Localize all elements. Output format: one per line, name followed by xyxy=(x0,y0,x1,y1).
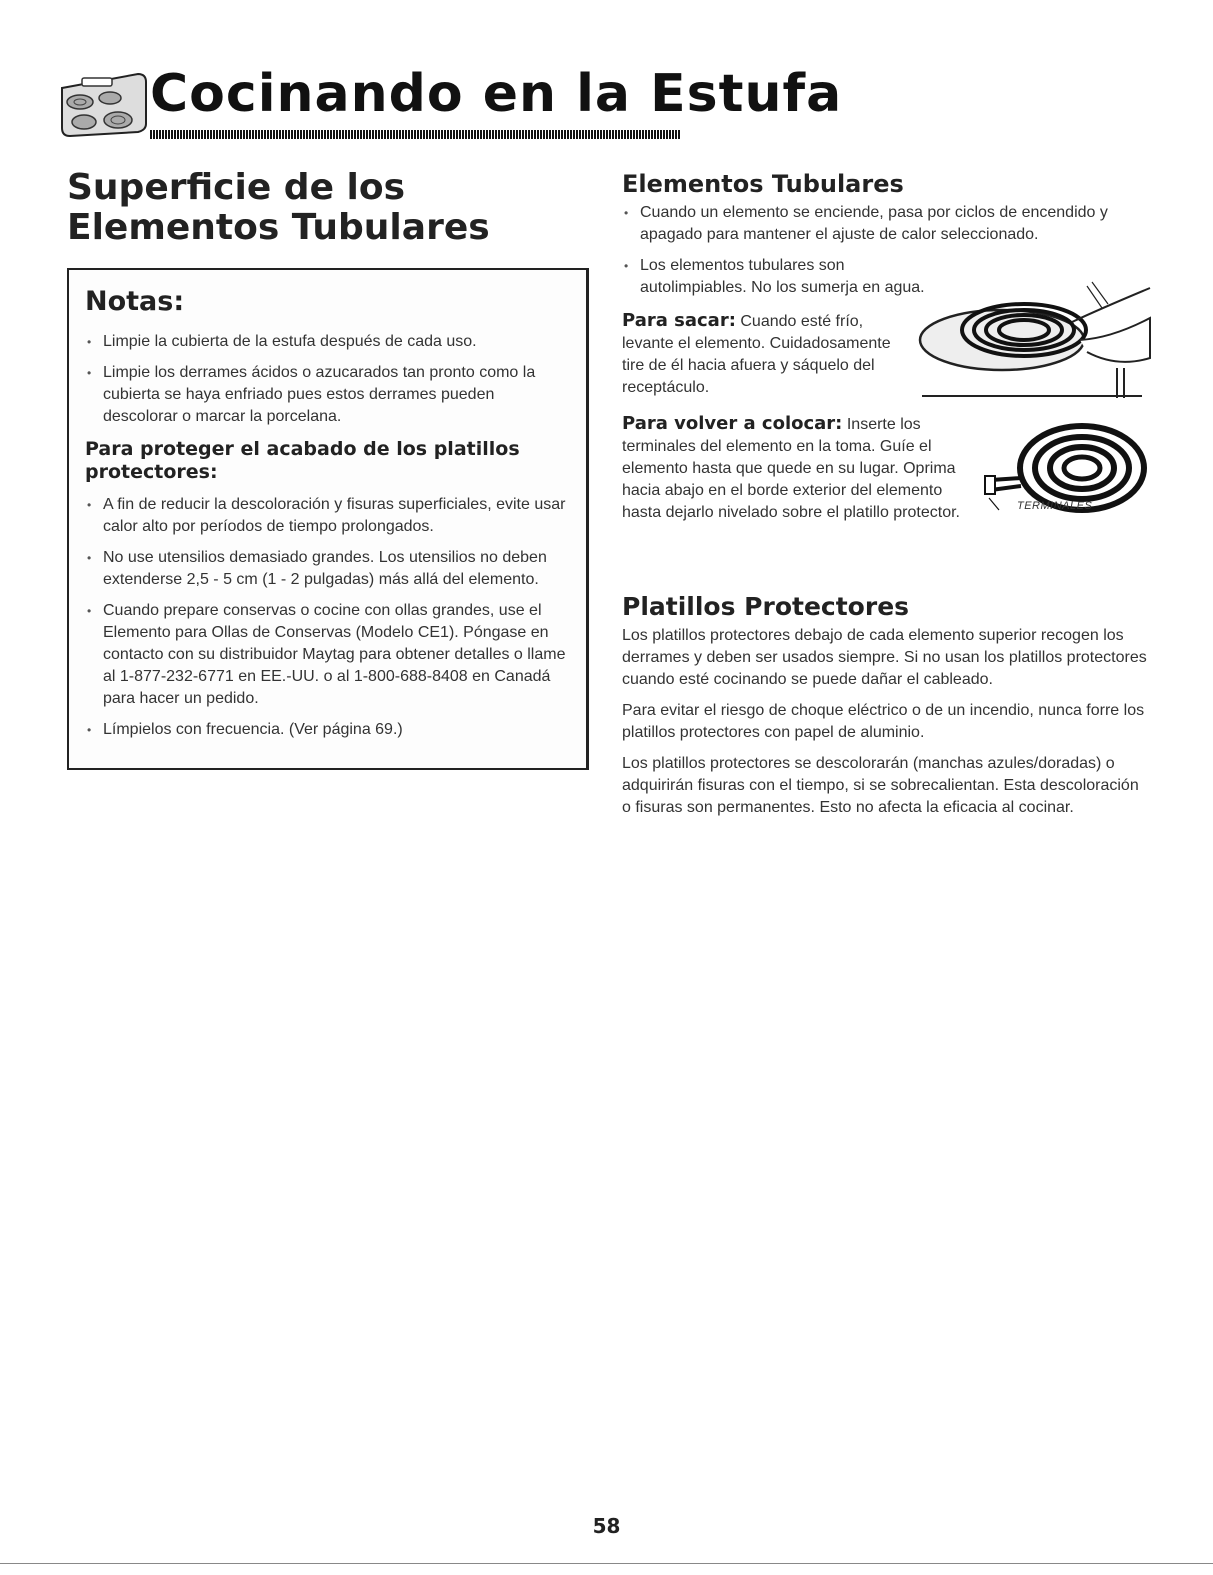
list-item: • No use utensilios demasiado grandes. Los utensilios no deben extenderse 2,5 - 5 cm (1 - 2 pulgadas) más allá del elemento. xyxy=(85,547,570,591)
platillos-section xyxy=(622,592,1150,828)
section-title-line2: Elementos Tubulares xyxy=(67,207,490,248)
right-column xyxy=(622,170,1150,816)
platillos-paragraph-2: Para evitar el riesgo de choque eléctrico o de un incendio, nunca forre los platillos protectores con papel de aluminio. xyxy=(622,702,1145,741)
list-item: • Los elementos tubulares son autolimpiables. No los sumerja en agua. xyxy=(622,255,1150,299)
stove-icon xyxy=(58,68,150,140)
list-item: • Limpie los derrames ácidos o azucarados tan pronto como la cubierta se haya enfriado pues estos derrames pueden descolorar o marcar la porcelana. xyxy=(85,362,570,428)
bottom-rule xyxy=(0,1563,1213,1564)
page-title: Cocinando en la Estufa xyxy=(150,64,843,124)
page-number: 58 xyxy=(592,1514,621,1538)
list-item: • Límpielos con frecuencia. (Ver página 69.) xyxy=(85,719,570,741)
notes-box xyxy=(67,268,589,770)
element-removal-illustration xyxy=(912,278,1152,404)
notes-list xyxy=(85,331,570,428)
left-column xyxy=(67,168,589,770)
remove-label: Para sacar: xyxy=(622,310,736,331)
notes-title: Notas: xyxy=(85,286,185,317)
platillos-heading: Platillos Protectores xyxy=(622,592,910,621)
replace-label: Para volver a colocar: xyxy=(622,413,843,434)
list-item: • A fin de reducir la descoloración y fisuras superficiales, evite usar calor alto por períodos de tiempo prolongados. xyxy=(85,494,570,538)
remove-text: Cuando esté frío, levante el elemento. Cuidadosamente tire de él hacia afuera y sáquelo del receptáculo. xyxy=(622,313,891,396)
remove-instructions xyxy=(622,310,912,399)
header-divider xyxy=(150,130,680,139)
replace-instructions xyxy=(622,413,982,524)
platillos-paragraph-1: Los platillos protectores debajo de cada elemento superior recogen los derrames y deben ser usados siempre. Si no usan los platillos protectores cuando esté cocinando se puede dañar el cableado. xyxy=(622,627,1147,688)
replace-text: Inserte los terminales del elemento en la toma. Guíe el elemento hasta que quede en su lugar. Oprima hacia abajo en el borde exterior del elemento hasta dejarlo nivelado sobre el platillo protector. xyxy=(622,416,960,521)
list-item: • Limpie la cubierta de la estufa después de cada uso. xyxy=(85,331,570,353)
list-item: • Cuando un elemento se enciende, pasa por ciclos de encendido y apagado para mantener el ajuste de calor seleccionado. xyxy=(622,202,1150,246)
terminales-label: TERMINALES xyxy=(1017,500,1093,512)
list-item: • Cuando prepare conservas o cocine con ollas grandes, use el Elemento para Ollas de Conservas (Modelo CE1). Póngase en contacto con su distribuidor Maytag para obtener detalles o llame al 1-877-232-6771 en EE.-UU. o al 1-800-688-8408 en Canadá para hacer un pedido. xyxy=(85,600,570,710)
notes-subhead: Para proteger el acabado de los platillos protectores: xyxy=(85,438,520,483)
section-title-line1: Superficie de los xyxy=(67,167,406,208)
section-title xyxy=(67,168,589,248)
protect-list xyxy=(85,494,570,741)
platillos-paragraph-3: Los platillos protectores se descolorarán (manchas azules/doradas) o adquirirán fisuras con el tiempo, si se sobrecalientan. Esta descoloración o fisuras son permanentes. Esto no afecta la eficacia al cocinar. xyxy=(622,755,1139,816)
elementos-heading: Elementos Tubulares xyxy=(622,170,904,198)
page-header xyxy=(58,60,843,150)
